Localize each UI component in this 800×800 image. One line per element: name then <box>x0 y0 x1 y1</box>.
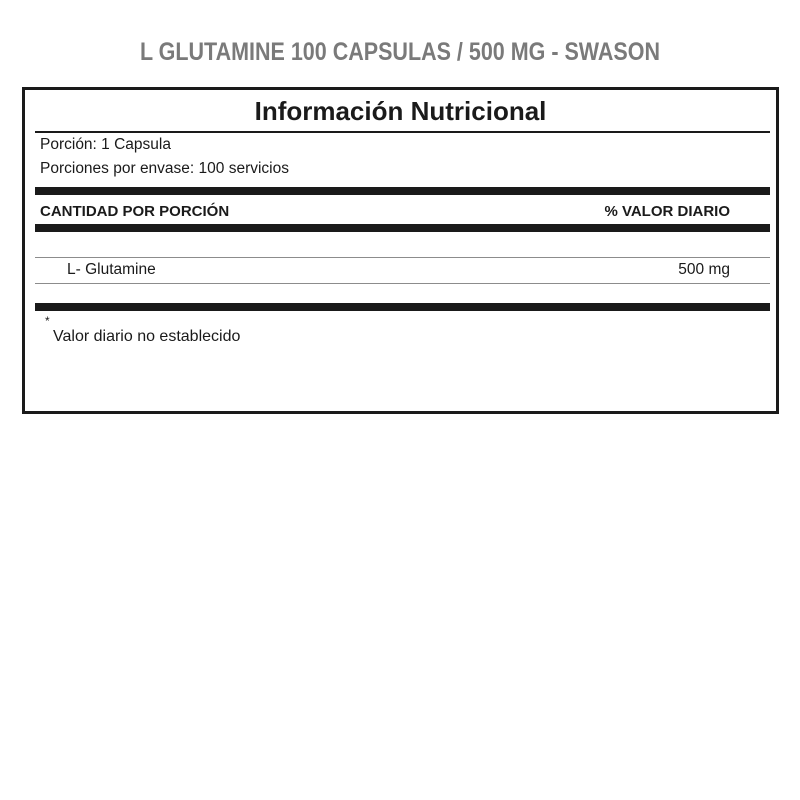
thick-divider-middle <box>35 224 770 232</box>
footnote-text: Valor diario no establecido <box>53 328 241 345</box>
servings-per-container: Porciones por envase: 100 servicios <box>40 160 289 177</box>
heading-divider <box>35 131 770 133</box>
nutrient-row-bottom-rule <box>35 283 770 284</box>
nutrient-row-top-rule <box>35 257 770 258</box>
serving-size: Porción: 1 Capsula <box>40 136 171 153</box>
thick-divider-top <box>35 187 770 195</box>
thick-divider-bottom <box>35 303 770 311</box>
nutrition-heading: Información Nutricional <box>254 96 547 126</box>
nutrition-facts-panel <box>22 87 779 414</box>
daily-value-header: % VALOR DIARIO <box>604 203 730 220</box>
nutrient-amount: 500 mg <box>678 261 730 278</box>
product-title: L GLUTAMINE 100 CAPSULAS / 500 MG - SWASON <box>139 38 661 66</box>
nutrient-name: L- Glutamine <box>67 261 156 278</box>
amount-per-serving-header: CANTIDAD POR PORCIÓN <box>40 203 230 220</box>
footnote-asterisk: * <box>45 314 50 328</box>
